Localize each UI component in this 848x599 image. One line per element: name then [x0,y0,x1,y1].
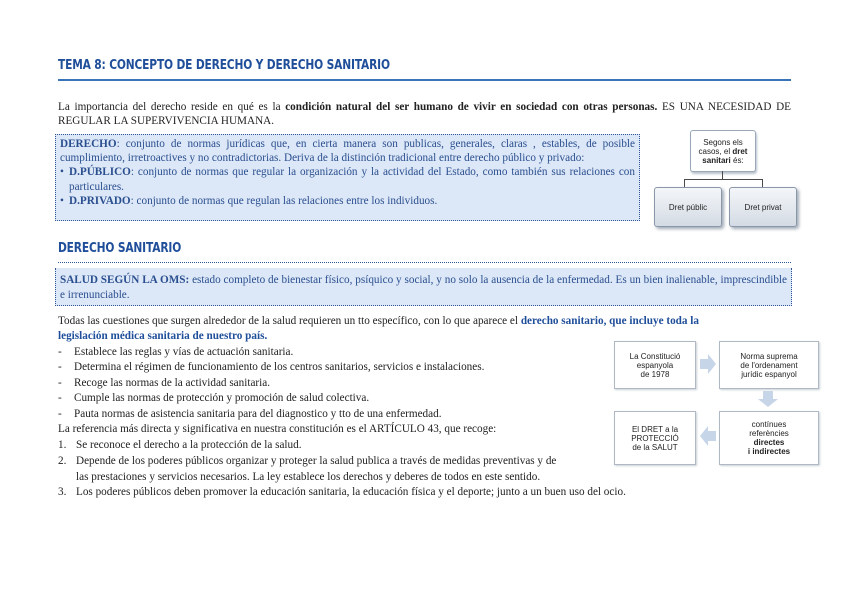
connector-line [722,171,723,179]
intro-bold: condición natural del ser humano de vivir en sociedad con otras personas. [285,101,658,113]
diagram-root-bold: dret [732,146,748,156]
intro-text-2: ES UNA NECESIDAD DE REGULAR LA SUPERVIVENCIA HUMANA. [58,101,791,128]
publico-definition: : conjunto de normas que regular la organización y la actividad del Estado, como también sus relaciones con particulares. [69,166,635,193]
process-text: contínues [751,420,787,429]
dret-privat-label: Dret privat [744,202,782,212]
salud-definition-box [55,268,792,306]
process-text: de 1978 [640,369,670,379]
privado-definition: : conjunto de normas que regulan las relaciones entre los individuos. [130,194,438,207]
item-number: 2. [58,455,67,467]
dret-privat-box [729,187,797,227]
list-item [58,376,270,390]
dash-marker: - [58,361,62,373]
process-text: de la SALUT [632,442,678,452]
list-item-text: Cumple las normas de protección y promoción de salud colectiva. [74,392,370,404]
section-rule [58,262,791,263]
body-paragraph-1 [58,314,791,328]
list-item [58,407,442,421]
body-highlight: legislación médica sanitaria de nuestro país. [58,330,268,342]
connector-line [762,179,763,187]
numbered-item-text: Se reconoce el derecho a la protección de la salud. [76,439,302,451]
diagram-root-text: és: [730,155,744,165]
process-text: referències [749,429,789,438]
diagram-root-text: casos, el [698,146,733,156]
list-item-text: Establece las reglas y vías de actuación sanitaria. [74,346,294,358]
item-number: 3. [58,486,67,498]
process-box-dret-salut [614,411,696,465]
page-title: TEMA 8: CONCEPTO DE DERECHO Y DERECHO SANITARIO [58,58,390,73]
privado-term: D.PRIVADO [69,194,131,207]
numbered-item-text: Los poderes públicos deben promover la educación sanitaria, la educación física y el deporte; junto a un buen uso del ocio. [76,486,626,498]
process-bold: i indirectes [747,447,791,456]
dash-marker: - [58,392,62,404]
process-text: PROTECCIÓ [631,433,679,443]
process-text: espanyola [636,360,674,370]
diagram-root-text: Segons els [703,137,743,147]
process-text: de l'ordenament [740,360,798,370]
body-highlight: derecho sanitario, que incluye toda la [520,315,699,327]
arrow-left-icon [700,426,716,446]
connector-line [684,179,685,187]
body-text: Todas las cuestiones que surgen alrededor de la salud requieren un tto específico, con lo que aparece el [58,315,521,327]
list-item [58,360,484,374]
numbered-item [58,454,556,468]
intro-text-1: La importancia del derecho reside en qué es la [58,101,286,113]
diagram-root-box [690,130,756,172]
derecho-definition-box [55,134,640,221]
process-bold: directes [753,438,785,447]
process-box-constitucio [614,341,696,389]
arrow-down-icon [758,391,778,407]
title-rule [58,79,791,81]
process-text: jurídic espanyol [741,369,797,379]
numbered-item [58,438,302,452]
connector-line [684,179,762,180]
dash-marker: - [58,346,62,358]
salud-term: SALUD SEGÚN LA OMS: [60,274,190,286]
numbered-item [58,485,626,499]
list-item-text: Determina el régimen de funcionamiento de los centros sanitarios, servicios e instalaciones. [74,361,485,373]
derecho-term: DERECHO [60,138,117,150]
derecho-definition: : conjunto de normas jurídicas que, en cierta manera son publicas, generales, claras , estables, de posible cumplimiento, irretroactives y no contradictorias. Deriva de la distinción tradicional entre derecho público y privado: [60,138,635,165]
numbered-item-text: Depende de los poderes públicos organizar y proteger la salud publica a través de medidas preventivas y de [76,455,557,467]
item-number: 1. [58,439,67,451]
dret-public-label: Dret públic [668,202,708,212]
dret-public-box [654,187,722,227]
process-text: Norma suprema [740,351,798,361]
constitution-process-diagram [612,336,822,472]
bullet: • [60,166,64,179]
list-item [58,345,293,359]
publico-term: D.PÚBLICO [69,166,131,179]
numbered-item-cont: las prestaciones y servicios necesarios. La ley establece los derechos y deberes de todos en este sentido. [76,471,541,483]
dret-sanitari-diagram [648,126,798,232]
dash-marker: - [58,408,62,420]
publico-item [60,165,635,193]
dash-marker: - [58,377,62,389]
diagram-root-bold: sanitari [702,155,731,165]
body-paragraph-1-cont [58,329,267,343]
process-text: La Constitució [629,351,681,361]
bullet: • [60,194,64,207]
list-item-text: Recoge las normas de la actividad sanitaria. [74,377,271,389]
list-item [58,391,369,405]
process-box-norma [719,341,819,389]
process-box-referencies [719,411,819,465]
reference-line: La referencia más directa y significativa en nuestra constitución es el ARTÍCULO 43, que recoge: [58,423,497,435]
section-title: DERECHO SANITARIO [58,241,182,256]
salud-definition: estado completo de bienestar físico, psíquico y social, y no solo la ausencia de la enfermedad. Es un bien inalienable, imprescindible e irrenunciable. [60,274,787,301]
arrow-right-icon [700,354,716,374]
intro-paragraph [58,100,791,129]
privado-item [60,194,635,208]
list-item-text: Pauta normas de asistencia sanitaria para del diagnostico y tto de una enfermedad. [74,408,442,420]
process-text: El DRET a la [631,424,679,434]
